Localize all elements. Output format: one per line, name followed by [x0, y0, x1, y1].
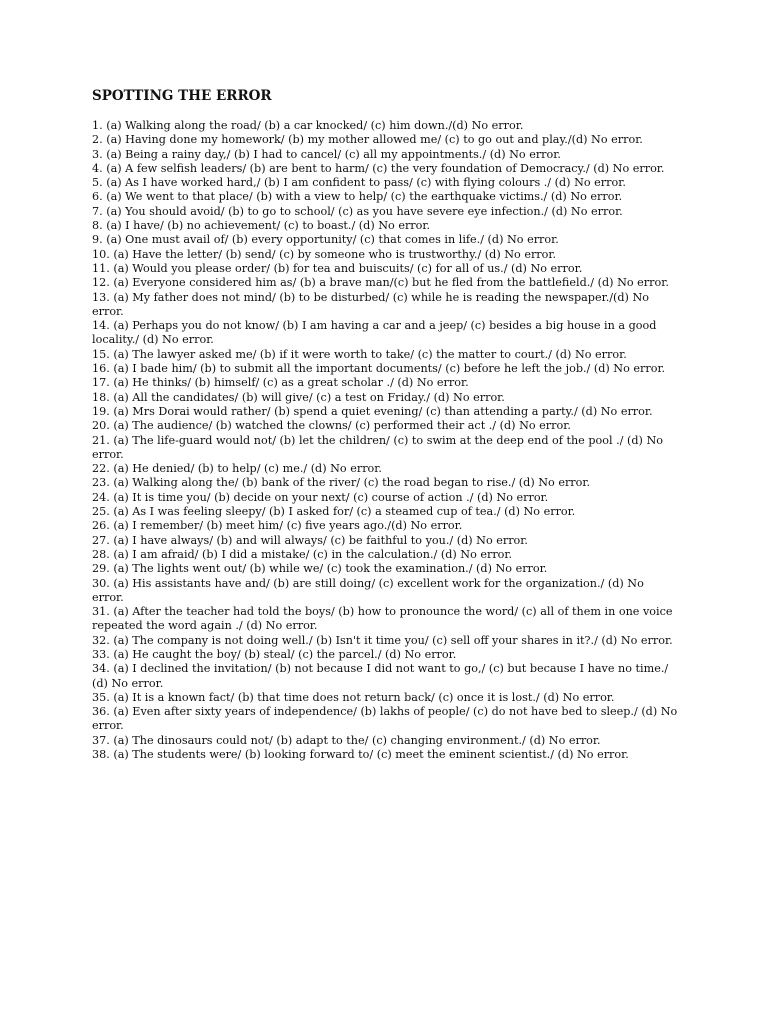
- question-item: 6. (a) We went to that place/ (b) with a view to help/ (c) the earthquake victims./ (d) No error.: [92, 190, 623, 204]
- question-item: 2. (a) Having done my homework/ (b) my mother allowed me/ (c) to go out and play./(d) No error.: [92, 133, 643, 147]
- question-item: 16. (a) I bade him/ (b) to submit all the important documents/ (c) before he left the job./ (d) No error.: [92, 362, 666, 376]
- question-item: 11. (a) Would you please order/ (b) for tea and buiscuits/ (c) for all of us./ (d) No error.: [92, 261, 583, 275]
- question-item: 21. (a) The life-guard would not/ (b) let the children/ (c) to swim at the deep end of the pool ./ (d) No error.: [92, 433, 663, 461]
- question-item: 3. (a) Being a rainy day,/ (b) I had to cancel/ (c) all my appointments./ (d) No error.: [92, 147, 561, 161]
- page-title: SPOTTING THE ERROR: [92, 88, 272, 104]
- question-item: 1. (a) Walking along the road/ (b) a car knocked/ (c) him down./(d) No error.: [92, 119, 524, 132]
- question-item: 38. (a) The students were/ (b) looking forward to/ (c) meet the eminent scientist./ (d) No error.: [92, 748, 629, 762]
- question-item: 4. (a) A few selfish leaders/ (b) are bent to harm/ (c) the very foundation of Democracy./ (d) No error.: [92, 161, 665, 175]
- question-item: 36. (a) Even after sixty years of independence/ (b) lakhs of people/ (c) do not have bed to sleep./ (d) No error.: [92, 705, 678, 733]
- question-item: 28. (a) I am afraid/ (b) I did a mistake/ (c) in the calculation./ (d) No error.: [92, 547, 513, 561]
- question-item: 15. (a) The lawyer asked me/ (b) if it were worth to take/ (c) the matter to court./ (d) No error.: [92, 347, 627, 361]
- question-item: 19. (a) Mrs Dorai would rather/ (b) spend a quiet evening/ (c) than attending a party./ (d) No error.: [92, 404, 653, 418]
- question-item: 29. (a) The lights went out/ (b) while we/ (c) took the examination./ (d) No error.: [92, 562, 548, 576]
- question-item: 25. (a) As I was feeling sleepy/ (b) I asked for/ (c) a steamed cup of tea./ (d) No error.: [92, 505, 576, 519]
- question-item: 34. (a) I declined the invitation/ (b) not because I did not want to go,/ (c) but because I have no time./ (d) No error.: [92, 662, 669, 690]
- question-item: 7. (a) You should avoid/ (b) to go to school/ (c) as you have severe eye infection./ (d) No error.: [92, 204, 623, 218]
- question-item: 33. (a) He caught the boy/ (b) steal/ (c) the parcel./ (d) No error.: [92, 647, 457, 661]
- question-item: 18. (a) All the candidates/ (b) will give/ (c) a test on Friday./ (d) No error.: [92, 390, 505, 404]
- question-item: 9. (a) One must avail of/ (b) every opportunity/ (c) that comes in life./ (d) No error.: [92, 233, 559, 247]
- question-item: 14. (a) Perhaps you do not know/ (b) I am having a car and a jeep/ (c) besides a big house in a good locality./ (d) No error.: [92, 319, 657, 347]
- question-item: 32. (a) The company is not doing well./ (b) Isn't it time you/ (c) sell off your shares in it?./ (d) No error.: [92, 633, 673, 647]
- question-item: 24. (a) It is time you/ (b) decide on your next/ (c) course of action ./ (d) No error.: [92, 490, 549, 504]
- question-item: 10. (a) Have the letter/ (b) send/ (c) by someone who is trustworthy./ (d) No error.: [92, 247, 557, 261]
- question-item: 27. (a) I have always/ (b) and will always/ (c) be faithful to you./ (d) No error.: [92, 533, 528, 547]
- question-item: 23. (a) Walking along the/ (b) bank of the river/ (c) the road began to rise./ (d) No error.: [92, 476, 591, 490]
- question-item: 37. (a) The dinosaurs could not/ (b) adapt to the/ (c) changing environment./ (d) No error.: [92, 733, 601, 747]
- question-list: [92, 119, 678, 762]
- question-item: 20. (a) The audience/ (b) watched the clowns/ (c) performed their act ./ (d) No error.: [92, 419, 571, 433]
- question-item: 30. (a) His assistants have and/ (b) are still doing/ (c) excellent work for the organization./ (d) No error.: [92, 576, 644, 604]
- question-item: 8. (a) I have/ (b) no achievement/ (c) to boast./ (d) No error.: [92, 219, 431, 233]
- question-item: 22. (a) He denied/ (b) to help/ (c) me./ (d) No error.: [92, 462, 382, 476]
- question-item: 35. (a) It is a known fact/ (b) that time does not return back/ (c) once it is lost./ (d) No error.: [92, 690, 615, 704]
- question-item: 13. (a) My father does not mind/ (b) to be disturbed/ (c) while he is reading the newspaper./(d) No error.: [92, 290, 650, 318]
- question-item: 31. (a) After the teacher had told the boys/ (b) how to pronounce the word/ (c) all of them in one voice repeated the word again ./ (d) No error.: [92, 605, 673, 633]
- question-item: 5. (a) As I have worked hard,/ (b) I am confident to pass/ (c) with flying colours ./ (d) No error.: [92, 176, 626, 190]
- question-item: 17. (a) He thinks/ (b) himself/ (c) as a great scholar ./ (d) No error.: [92, 376, 469, 390]
- question-item: 26. (a) I remember/ (b) meet him/ (c) five years ago./(d) No error.: [92, 519, 463, 533]
- question-item: 12. (a) Everyone considered him as/ (b) a brave man/(c) but he fled from the battlefield./ (d) No error.: [92, 276, 669, 290]
